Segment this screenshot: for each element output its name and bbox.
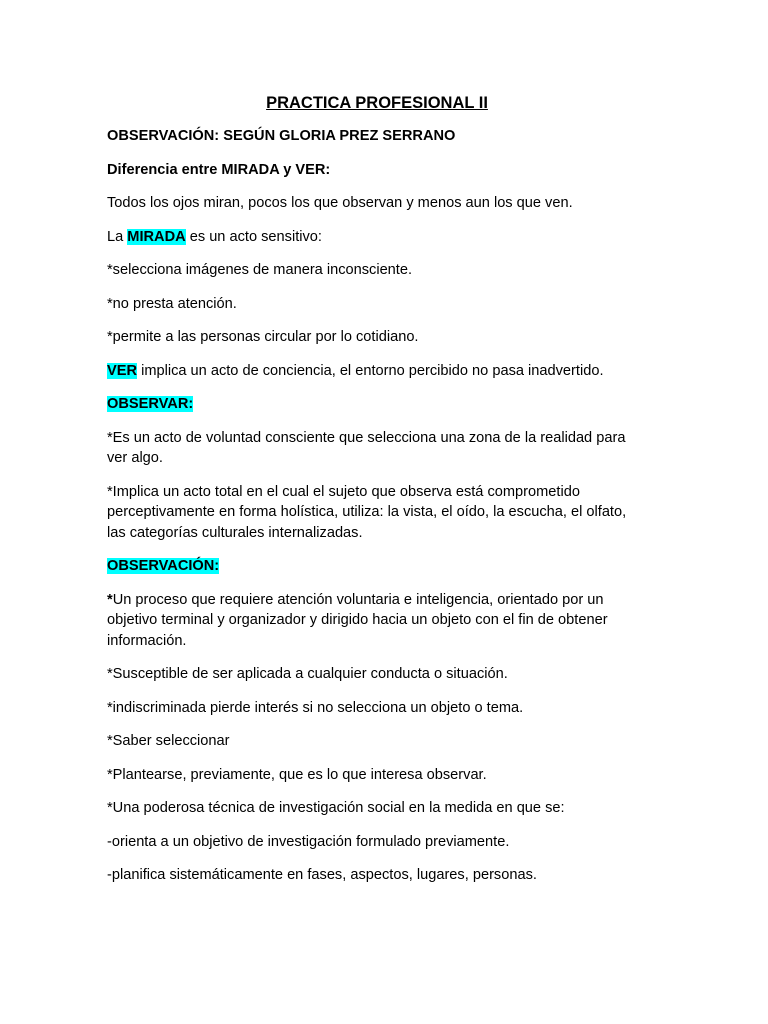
observacion-heading: OBSERVACIÓN: xyxy=(107,558,220,574)
observacion-item: *Plantearse, previamente, que es lo que interesa observar. xyxy=(107,766,487,783)
mirada-paragraph xyxy=(107,227,647,248)
observacion-first-text: Un proceso que requiere atención voluntaria e inteligencia, orientado por un objetivo terminal y organizador y dirigido hacia un objeto con el fin de obtener información. xyxy=(107,591,608,649)
ver-highlight: VER xyxy=(107,362,138,379)
mirada-item: *selecciona imágenes de manera inconsciente. xyxy=(107,262,413,278)
observacion-item: -planifica sistemáticamente en fases, aspectos, lugares, personas. xyxy=(107,867,537,883)
observacion-item: *indiscriminada pierde interés si no selecciona un objeto o tema. xyxy=(107,699,524,716)
mirada-item: *permite a las personas circular por lo cotidiano. xyxy=(107,329,419,345)
mirada-highlight: MIRADA xyxy=(127,228,186,245)
observar-heading: OBSERVAR: xyxy=(107,396,194,412)
subtitle-heading: OBSERVACIÓN: SEGÚN GLORIA PREZ SERRANO xyxy=(107,128,456,144)
mirada-post-text: es un acto sensitivo: xyxy=(185,228,322,245)
document-body xyxy=(107,92,647,899)
observacion-star: * xyxy=(107,591,113,608)
observacion-item: *Susceptible de ser aplicada a cualquier conducta o situación. xyxy=(107,666,508,682)
ver-post-text: implica un acto de conciencia, el entorno percibido no pasa inadvertido. xyxy=(137,362,604,379)
difference-heading: Diferencia entre MIRADA y VER: xyxy=(107,161,331,178)
observacion-item: *Saber seleccionar xyxy=(107,733,230,749)
mirada-pre-text: La xyxy=(107,228,128,245)
observar-heading-line xyxy=(107,394,647,415)
observacion-item: *Una poderosa técnica de investigación social en la medida en que se: xyxy=(107,800,565,816)
ver-paragraph xyxy=(107,361,647,382)
intro-paragraph: Todos los ojos miran, pocos los que observan y menos aun los que ven. xyxy=(107,195,573,211)
observacion-first-item xyxy=(107,590,647,652)
document-title: PRACTICA PROFESIONAL II xyxy=(266,94,488,112)
observacion-heading-line xyxy=(107,556,647,577)
observar-item: *Es un acto de voluntad consciente que selecciona una zona de la realidad para ver algo. xyxy=(107,429,626,466)
observacion-item: -orienta a un objetivo de investigación formulado previamente. xyxy=(107,833,510,850)
mirada-item: *no presta atención. xyxy=(107,295,237,312)
observar-item: *Implica un acto total en el cual el sujeto que observa está comprometido perceptivamente en forma holística, utiliza: la vista, el oído, la escucha, el olfato, las categorías culturales internalizadas. xyxy=(107,483,627,541)
